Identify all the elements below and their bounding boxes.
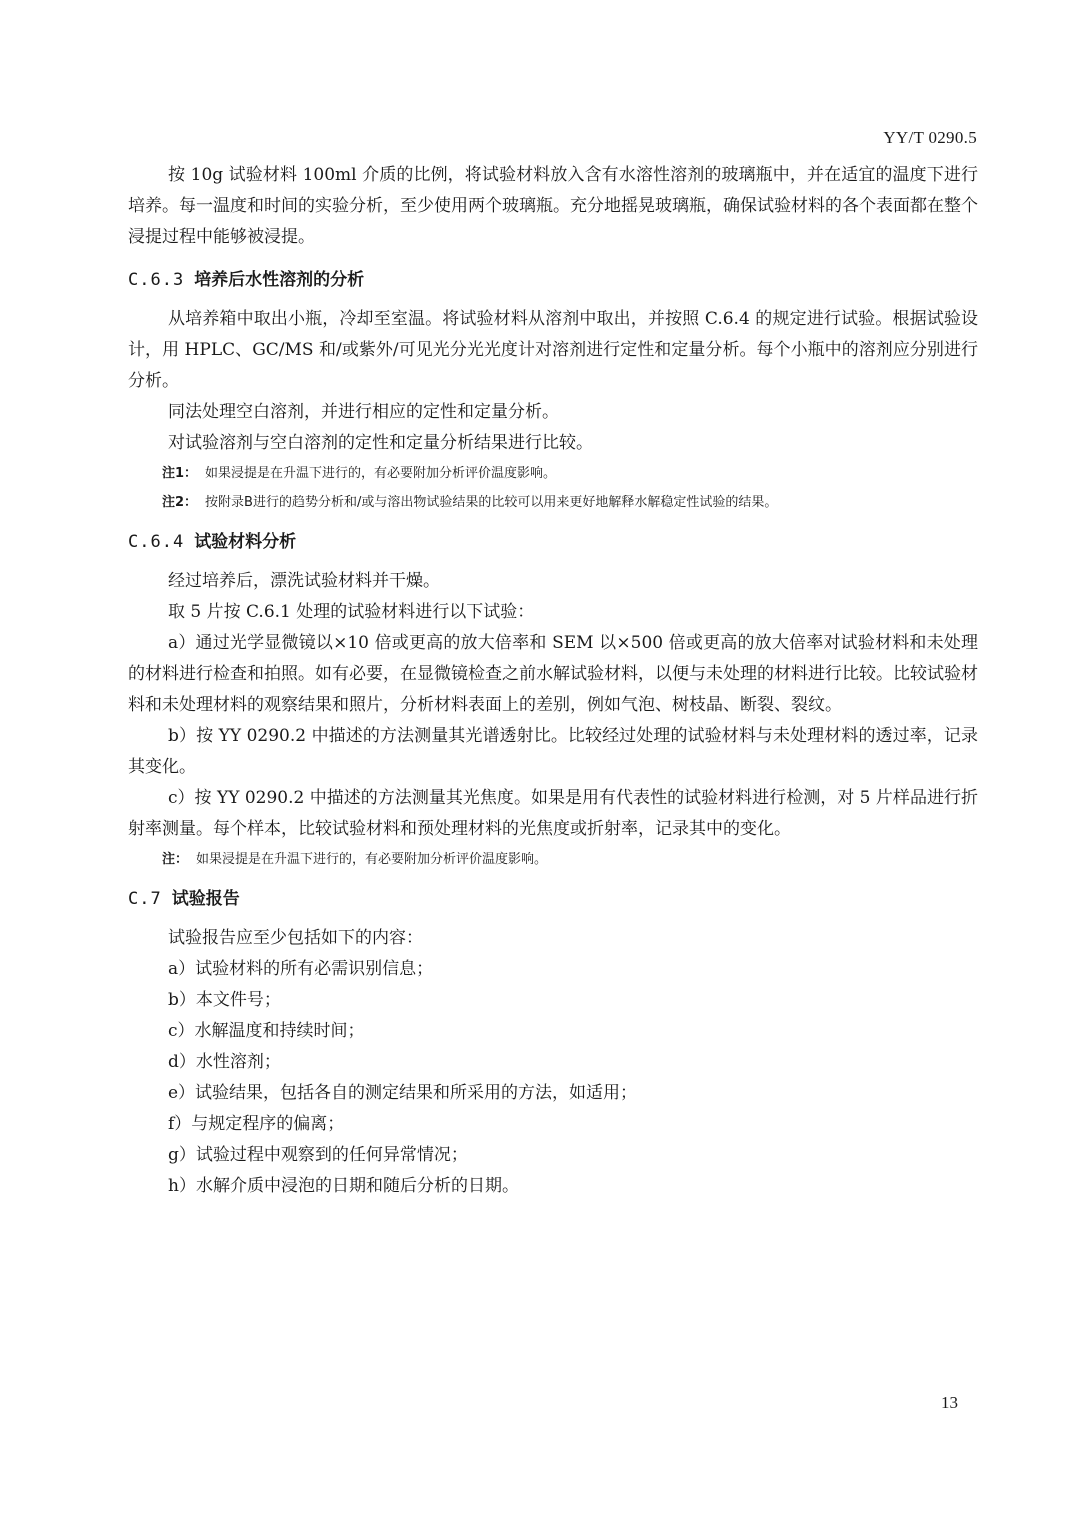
list-item: c）水解温度和持续时间； bbox=[168, 1021, 365, 1041]
paragraph: 从培养箱中取出小瓶，冷却至室温。将试验材料从溶剂中取出，并按照 C.6.4 的规定进行试验。根据试验设计，用 HPLC、GC/MS 和/或紫外/可见光分光光度计对溶剂进行定性和定量分析。每个小瓶中的溶剂应分别进行分析。 bbox=[128, 309, 978, 391]
section-heading-c64 bbox=[128, 527, 978, 558]
section-title: 试验材料分析 bbox=[194, 532, 297, 552]
list-item: b）按 YY 0290.2 中描述的方法测量其光谱透射比。比较经过处理的试验材料与未处理材料的透过率，记录其变化。 bbox=[128, 726, 978, 777]
list-item: g）试验过程中观察到的任何异常情况； bbox=[168, 1145, 468, 1165]
note-text: 如果浸提是在升温下进行的，有必要附加分析评价温度影响。 bbox=[205, 466, 557, 481]
paragraph: 对试验溶剂与空白溶剂的定性和定量分析结果进行比较。 bbox=[168, 433, 593, 453]
section-title: 培养后水性溶剂的分析 bbox=[194, 270, 365, 290]
paragraph: 同法处理空白溶剂，并进行相应的定性和定量分析。 bbox=[168, 402, 559, 422]
note-label: 注： bbox=[162, 852, 189, 867]
section-heading-c63 bbox=[128, 265, 978, 296]
list-item: e）试验结果，包括各自的测定结果和所采用的方法，如适用； bbox=[168, 1083, 638, 1103]
list-item: d）水性溶剂； bbox=[168, 1052, 281, 1072]
list-item: h）水解介质中浸泡的日期和随后分析的日期。 bbox=[168, 1176, 519, 1196]
note-label: 注2： bbox=[162, 495, 198, 510]
section-title: 试验报告 bbox=[171, 889, 240, 909]
list-item: c）按 YY 0290.2 中描述的方法测量其光焦度。如果是用有代表性的试验材料进行检测，对 5 片样品进行折射率测量。每个样本，比较试验材料和预处理材料的光焦度或折射率，记录其中的变化。 bbox=[128, 788, 978, 839]
note-label: 注1： bbox=[162, 466, 198, 481]
list-item: b）本文件号； bbox=[168, 990, 281, 1010]
paragraph: 取 5 片按 C.6.1 处理的试验材料进行以下试验： bbox=[168, 602, 535, 622]
document-body bbox=[128, 160, 978, 1202]
note-text: 按附录B进行的趋势分析和/或与溶出物试验结果的比较可以用来更好地解释水解稳定性试验的结果。 bbox=[205, 495, 778, 510]
paragraph: 经过培养后，漂洗试验材料并干燥。 bbox=[168, 571, 440, 591]
note bbox=[128, 488, 978, 517]
section-number: C.6.3 bbox=[128, 270, 185, 290]
note bbox=[128, 845, 978, 874]
list-item: a）试验材料的所有必需识别信息； bbox=[168, 959, 434, 979]
intro-paragraph: 按 10g 试验材料 100ml 介质的比例，将试验材料放入含有水溶性溶剂的玻璃瓶中，并在适宜的温度下进行培养。每一温度和时间的实验分析，至少使用两个玻璃瓶。充分地摇晃玻璃瓶，确保试验材料的各个表面都在整个浸提过程中能够被浸提。 bbox=[128, 165, 978, 247]
paragraph: 试验报告应至少包括如下的内容： bbox=[168, 928, 423, 948]
list-item: f）与规定程序的偏离； bbox=[168, 1114, 345, 1134]
note-text: 如果浸提是在升温下进行的，有必要附加分析评价温度影响。 bbox=[196, 852, 548, 867]
document-code: YY/T 0290.5 bbox=[883, 128, 977, 147]
section-number: C.6.4 bbox=[128, 532, 185, 552]
page-number: 13 bbox=[941, 1393, 958, 1412]
section-number: C.7 bbox=[128, 889, 162, 909]
note bbox=[128, 459, 978, 488]
list-item: a）通过光学显微镜以×10 倍或更高的放大倍率和 SEM 以×500 倍或更高的放大倍率对试验材料和未处理的材料进行检查和拍照。如有必要，在显微镜检查之前水解试验材料，以便与未处理的材料进行比较。比较试验材料和未处理材料的观察结果和照片，分析材料表面上的差别，例如气泡、树枝晶、断裂、裂纹。 bbox=[128, 633, 978, 715]
section-heading-c7 bbox=[128, 884, 978, 915]
